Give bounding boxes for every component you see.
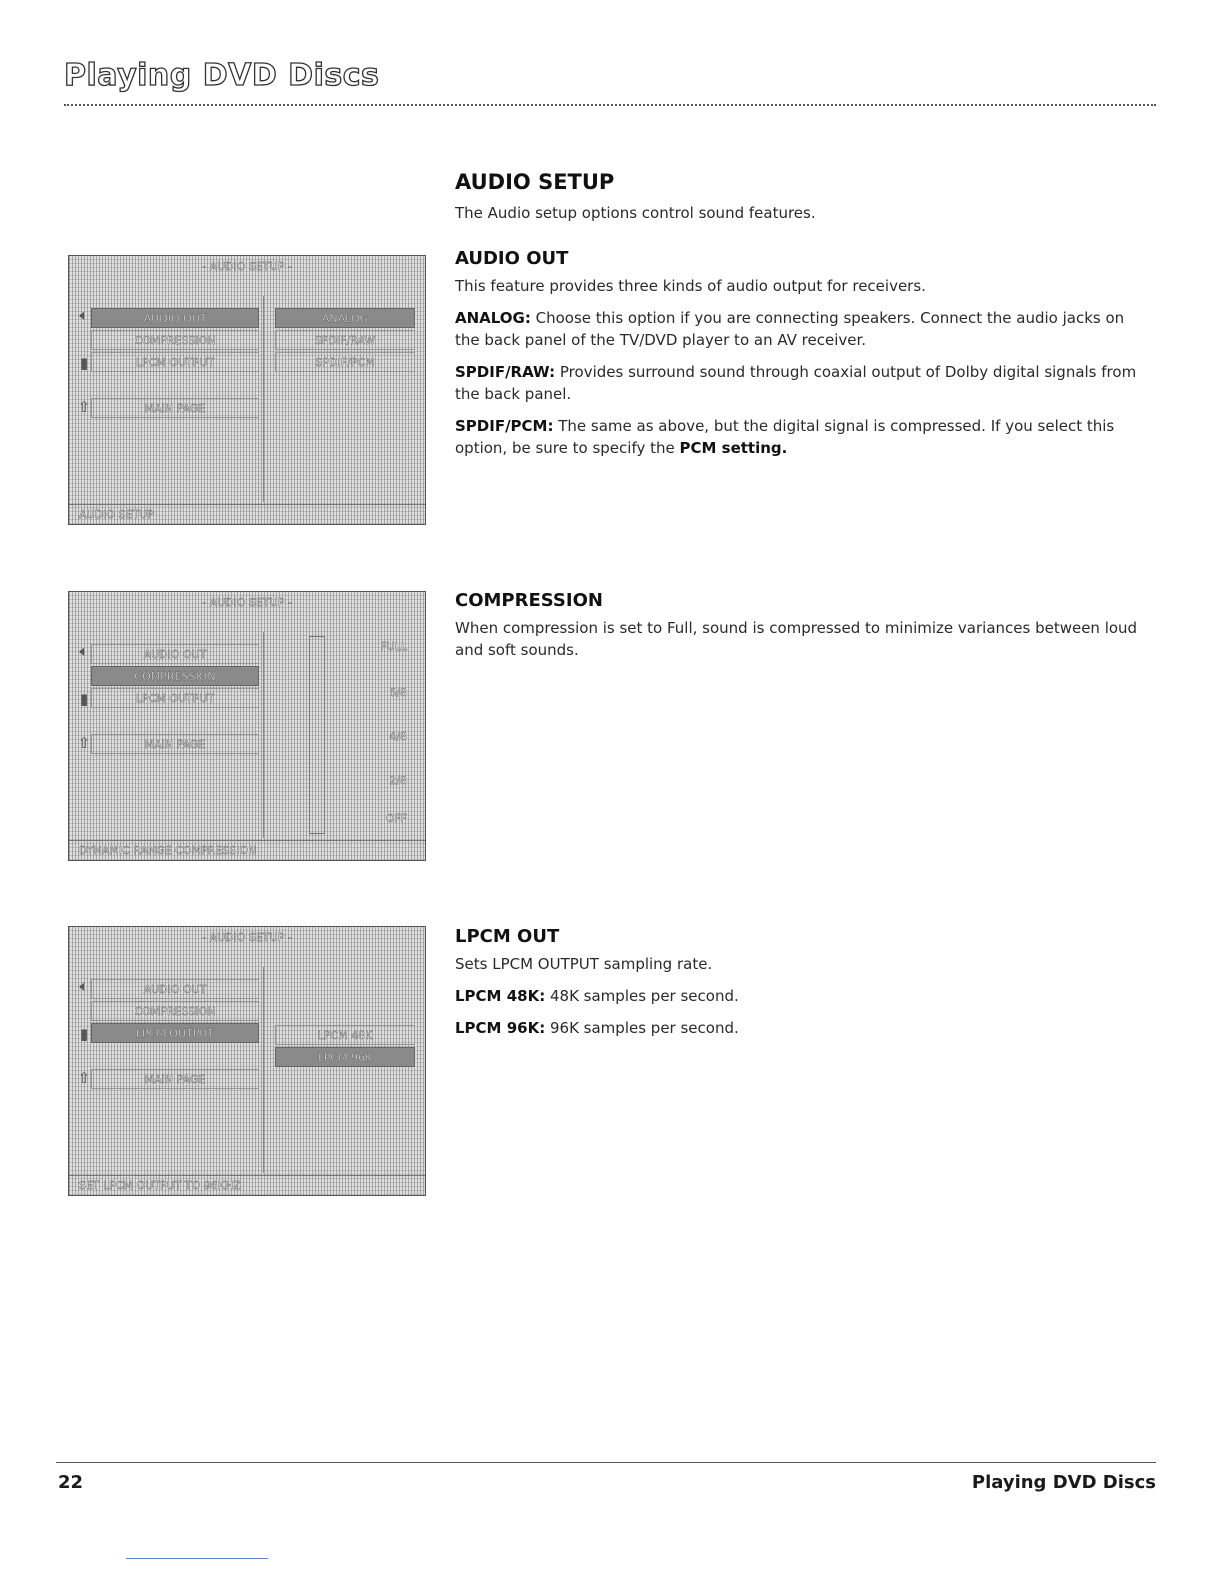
spdif-pcm-description xyxy=(455,415,1145,459)
spdif-raw-term: SPDIF/RAW: xyxy=(455,363,556,381)
osd-header: - AUDIO SETUP - xyxy=(202,260,292,273)
compression-level-4-8: 4/8 xyxy=(389,730,407,743)
osd-footer: DYNAMIC RANGE COMPRESSION xyxy=(69,840,425,860)
osd-menu-main-page: MAIN PAGE xyxy=(91,734,259,754)
compression-level-6-8: 6/8 xyxy=(389,686,407,699)
footer-divider xyxy=(56,1462,1156,1463)
osd-menu-audio-out: AUDIO OUT xyxy=(91,644,259,664)
osd-footer: SET LPCM OUTPUT TO 96KHZ xyxy=(69,1175,425,1195)
audio-setup-section xyxy=(455,170,1145,469)
lpcm-out-section xyxy=(455,926,1145,1049)
up-arrow-icon: ⇧ xyxy=(77,398,91,416)
osd-screen-lpcm-output xyxy=(68,926,426,1196)
equalizer-icon: ▮ xyxy=(79,1025,89,1043)
spdif-raw-description xyxy=(455,361,1145,405)
osd-screen-audio-out xyxy=(68,255,426,525)
lpcm-96k-term: LPCM 96K: xyxy=(455,1019,546,1037)
osd-menu-main-page: MAIN PAGE xyxy=(91,1069,259,1089)
osd-option-analog: ANALOG xyxy=(275,308,415,328)
compression-level-2-8: 2/8 xyxy=(389,774,407,787)
compression-text: When compression is set to Full, sound is compressed to minimize variances between loud and soft sounds. xyxy=(455,619,1138,659)
compression-level-off: OFF xyxy=(385,812,407,825)
osd-divider xyxy=(263,296,264,502)
analog-text: Choose this option if you are connecting speakers. Connect the audio jacks on the back panel of the TV/DVD player to an AV receiver. xyxy=(455,309,1125,349)
osd-divider xyxy=(263,632,264,838)
audio-setup-intro: The Audio setup options control sound features. xyxy=(455,204,816,222)
analog-description xyxy=(455,307,1145,351)
osd-menu-audio-out: AUDIO OUT xyxy=(91,979,259,999)
osd-header: - AUDIO SETUP - xyxy=(202,596,292,609)
osd-menu-lpcm-output: LPCM OUTPUT xyxy=(91,352,259,372)
page-number: 22 xyxy=(58,1472,84,1493)
spdif-pcm-text: The same as above, but the digital signal is compressed. If you select this option, be sure to specify the xyxy=(455,417,1115,457)
osd-menu-main-page: MAIN PAGE xyxy=(91,398,259,418)
spdif-raw-text: Provides surround sound through coaxial output of Dolby digital signals from the back panel. xyxy=(455,363,1137,403)
lpcm-48k-term: LPCM 48K: xyxy=(455,987,546,1005)
lpcm-96k-description xyxy=(455,1017,1145,1039)
osd-option-lpcm-96k: LPCM 96K xyxy=(275,1047,415,1067)
osd-menu-compression: COMPRESSION xyxy=(91,330,259,350)
osd-menu-lpcm-output: LPCM OUTPUT xyxy=(91,688,259,708)
spdif-pcm-term: SPDIF/PCM: xyxy=(455,417,554,435)
osd-option-spdif-pcm: SPDIF/PCM xyxy=(275,352,415,372)
speaker-icon: 🔈︎ xyxy=(79,977,89,995)
speaker-icon: 🔈︎ xyxy=(79,306,89,324)
compression-level-full: FULL xyxy=(380,640,407,653)
up-arrow-icon: ⇧ xyxy=(77,734,91,752)
title-divider xyxy=(64,104,1156,106)
analog-term: ANALOG: xyxy=(455,309,531,327)
osd-header: - AUDIO SETUP - xyxy=(202,931,292,944)
lpcm-48k-description xyxy=(455,985,1145,1007)
osd-footer: AUDIO SETUP xyxy=(69,504,425,524)
lpcm-out-heading: LPCM OUT xyxy=(455,926,560,947)
footer-title: Playing DVD Discs xyxy=(971,1472,1156,1493)
compression-section xyxy=(455,590,1145,671)
compression-heading: COMPRESSION xyxy=(455,590,603,611)
osd-option-lpcm-48k: LPCM 48K xyxy=(275,1025,415,1045)
osd-menu-audio-out: AUDIO OUT xyxy=(91,308,259,328)
osd-menu-lpcm-output: LPCM OUTPUT xyxy=(91,1023,259,1043)
lpcm-48k-text: 48K samples per second. xyxy=(545,987,739,1005)
equalizer-icon: ▮ xyxy=(79,690,89,708)
audio-out-heading: AUDIO OUT xyxy=(455,248,569,269)
lpcm-out-intro: Sets LPCM OUTPUT sampling rate. xyxy=(455,955,713,973)
osd-screen-compression xyxy=(68,591,426,861)
scan-artifact-line xyxy=(126,1558,268,1559)
audio-out-intro: This feature provides three kinds of audio output for receivers. xyxy=(455,277,926,295)
equalizer-icon: ▮ xyxy=(79,354,89,372)
speaker-icon: 🔈︎ xyxy=(79,642,89,660)
page-title: Playing DVD Discs xyxy=(64,58,380,93)
osd-divider xyxy=(263,967,264,1173)
pcm-setting-term: PCM setting. xyxy=(679,439,788,457)
osd-menu-compression: COMPRESSION xyxy=(91,666,259,686)
up-arrow-icon: ⇧ xyxy=(77,1069,91,1087)
audio-setup-heading: AUDIO SETUP xyxy=(455,170,615,194)
osd-option-spdif-raw: SPDIF/RAW xyxy=(275,330,415,350)
lpcm-96k-text: 96K samples per second. xyxy=(545,1019,739,1037)
osd-menu-compression: COMPRESSION xyxy=(91,1001,259,1021)
